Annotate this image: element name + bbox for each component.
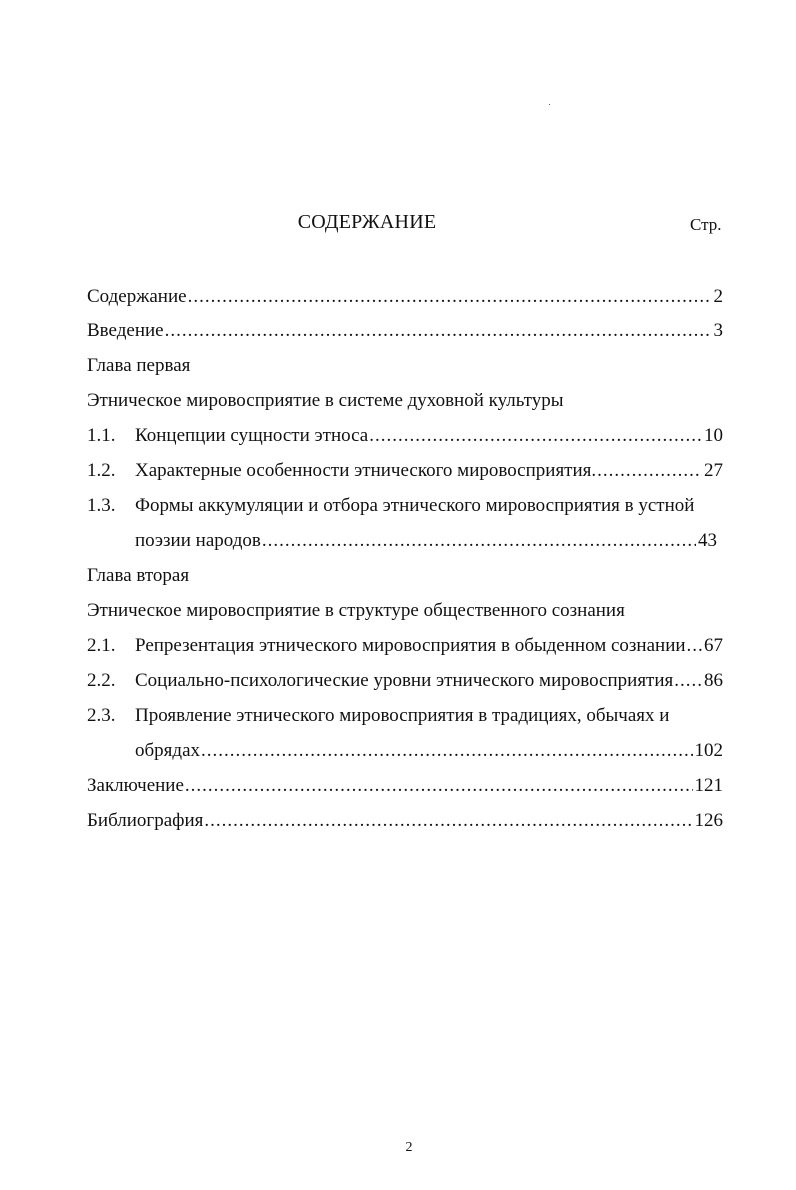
toc-page-number: 43: [698, 530, 717, 551]
dot-leader: [165, 316, 712, 346]
dot-leader: [687, 631, 702, 661]
toc-page-number: 67: [704, 635, 723, 656]
toc-entry-bibliography[interactable]: [87, 806, 723, 836]
toc-entry-2-3-continued[interactable]: [135, 736, 723, 766]
toc-entry-2-1[interactable]: [87, 631, 723, 661]
page-title: СОДЕРЖАНИЕ: [297, 211, 437, 233]
dot-leader: [185, 771, 693, 801]
toc-entry-1-1[interactable]: [87, 421, 723, 451]
chapter-2-title: Этническое мировосприятие в структуре общественного сознания: [87, 600, 625, 621]
dot-leader: [674, 666, 702, 696]
toc-page-number: 126: [694, 810, 723, 831]
toc-entry-text: поэзии народов: [135, 530, 261, 551]
toc-entry-1-3[interactable]: [87, 491, 723, 521]
pages-column-label: Стр.: [690, 215, 722, 234]
toc-page-number: 27: [704, 460, 723, 481]
dot-leader: [262, 526, 696, 556]
dot-leader: [201, 736, 692, 766]
toc-entry-text: Библиография: [87, 810, 204, 831]
toc-entry-contents[interactable]: [87, 282, 723, 312]
section-number: 1.1.: [87, 425, 116, 446]
section-number: 2.2.: [87, 670, 116, 691]
section-number: 2.1.: [87, 635, 116, 656]
toc-entry-1-2[interactable]: [87, 456, 723, 486]
toc-entry-text: Содержание: [87, 286, 187, 307]
dot-leader: [369, 421, 702, 451]
section-number: 2.3.: [87, 705, 116, 726]
dot-leader: [188, 282, 712, 312]
toc-entry-text: Проявление этнического мировосприятия в традициях, обычаях и: [135, 705, 670, 726]
toc-entry-text: Репрезентация этнического мировосприятия в обыденном сознании: [135, 635, 686, 656]
toc-page-number: 121: [694, 775, 723, 796]
chapter-2-label: Глава вторая: [87, 565, 190, 586]
toc-page-number: 86: [704, 670, 723, 691]
toc-entry-text: Заключение: [87, 775, 184, 796]
toc-page-number: 102: [694, 740, 723, 761]
toc-entry-text: Концепции сущности этноса: [135, 425, 369, 446]
toc-page-number: 3: [713, 320, 723, 341]
toc-entry-2-3[interactable]: [87, 701, 723, 731]
section-number: 1.3.: [87, 495, 116, 516]
toc-page-number: 2: [713, 286, 723, 307]
toc-entry-conclusion[interactable]: [87, 771, 723, 801]
dot-leader: [597, 456, 702, 486]
chapter-1-title: Этническое мировосприятие в системе духовной культуры: [87, 390, 564, 411]
toc-entry-1-3-continued[interactable]: [135, 526, 717, 556]
toc-page-number: 10: [704, 425, 723, 446]
chapter-1-label: Глава первая: [87, 355, 191, 376]
dot-leader: [204, 806, 692, 836]
toc-entry-text: Социально-психологические уровни этнического мировосприятия: [135, 670, 674, 691]
toc-entry-text: Формы аккумуляции и отбора этнического мировосприятия в устной: [135, 495, 695, 516]
toc-entry-2-2[interactable]: [87, 666, 723, 696]
page-number: 2: [405, 1140, 413, 1155]
toc-entry-text: обрядах: [135, 740, 201, 761]
toc-entry-text: Введение: [87, 320, 164, 341]
toc-entry-introduction[interactable]: [87, 316, 723, 346]
section-number: 1.2.: [87, 460, 116, 481]
toc-entry-text: Характерные особенности этнического мировосприятия.: [135, 460, 597, 481]
